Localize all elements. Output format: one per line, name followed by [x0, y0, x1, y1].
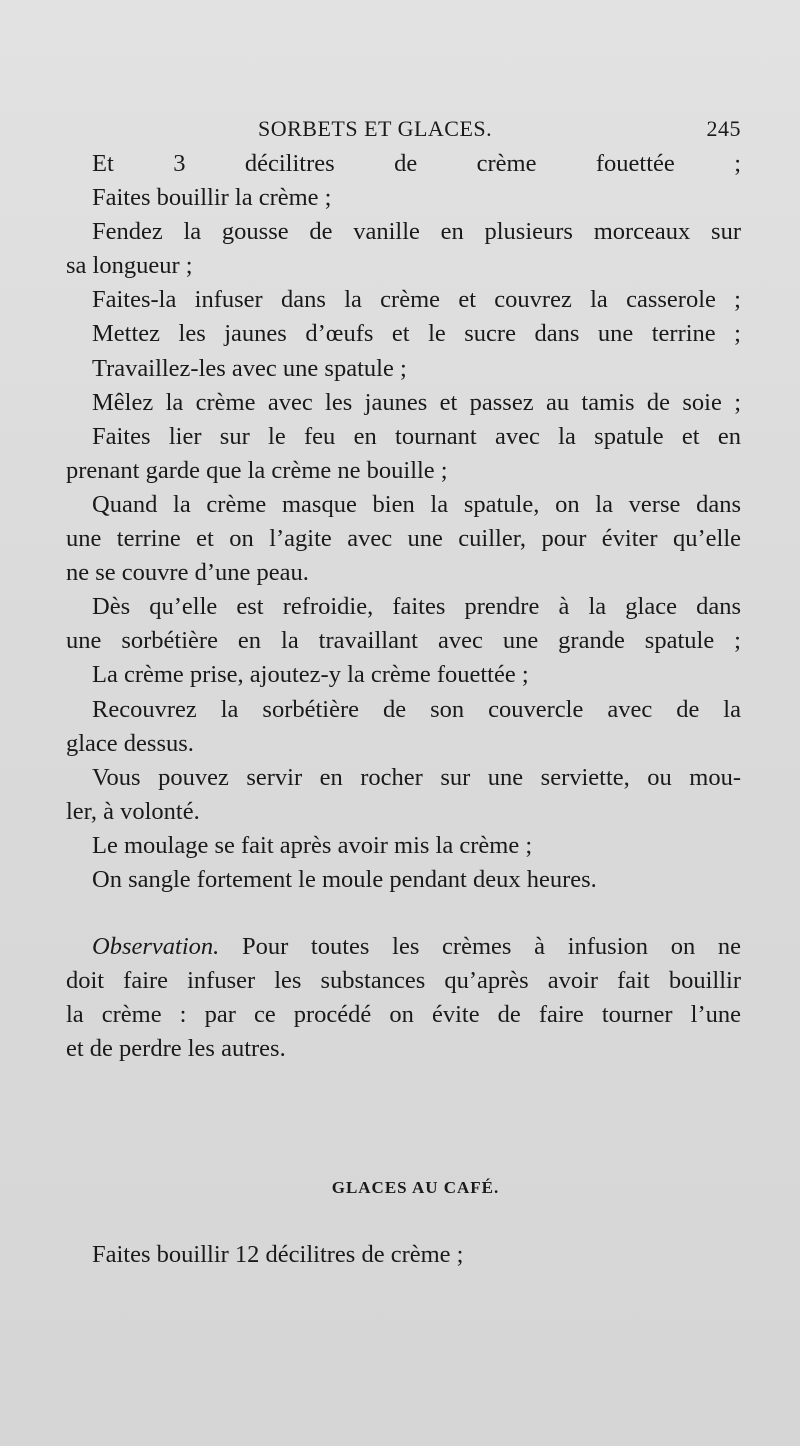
page-number: 245: [706, 116, 741, 141]
text-line: et de perdre les autres.: [66, 1035, 286, 1063]
text-line: ler, à volonté.: [66, 797, 200, 825]
text-line: Mêlez la crème avec les jaunes et passez au tamis de soie ;: [92, 388, 741, 416]
running-title: SORBETS ET GLACES.: [258, 116, 493, 141]
text-line: prenant garde que la crème ne bouille ;: [66, 456, 448, 484]
text-line: ne se couvre d’une peau.: [66, 559, 309, 587]
text-line: une terrine et on l’agite avec une cuiller, pour éviter qu’elle: [66, 525, 741, 553]
text-line: Dès qu’elle est refroidie, faites prendre à la glace dans: [92, 593, 741, 621]
text-line: une sorbétière en la travaillant avec une grande spatule ;: [66, 627, 741, 655]
text-line: doit faire infuser les substances qu’après avoir fait bouillir: [66, 967, 741, 995]
text-line: glace dessus.: [66, 729, 194, 757]
text-line: Faites-la infuser dans la crème et couvrez la casserole ;: [92, 286, 741, 314]
text-line: Quand la crème masque bien la spatule, on la verse dans: [92, 490, 741, 518]
final-line: Faites bouillir 12 décilitres de crème ;: [92, 1241, 464, 1268]
paragraph-gap: [66, 897, 741, 930]
page-header: [66, 116, 741, 146]
text-line: La crème prise, ajoutez-y la crème fouettée ;: [92, 661, 529, 689]
text-line: Mettez les jaunes d’œufs et le sucre dans une terrine ;: [92, 320, 741, 348]
section-title: GLACES AU CAFÉ.: [331, 1178, 500, 1197]
observation-label: Observation.: [92, 933, 220, 961]
text-line: sa longueur ;: [66, 252, 193, 280]
text-line: Travaillez-les avec une spatule ;: [92, 354, 407, 382]
text-line: On sangle fortement le moule pendant deux heures.: [92, 865, 597, 893]
text-line: la crème : par ce procédé on évite de faire tourner l’une: [66, 1001, 741, 1029]
text-line: Vous pouvez servir en rocher sur une serviette, ou mou-: [92, 763, 741, 791]
text-line: Fendez la gousse de vanille en plusieurs morceaux sur: [92, 218, 741, 246]
page-body: [66, 147, 741, 1066]
text-line: Et 3 décilitres de crème fouettée ;: [92, 150, 741, 177]
observation-text: Pour toutes les crèmes à infusion on ne: [241, 933, 742, 961]
text-line: Le moulage se fait après avoir mis la crème ;: [92, 831, 533, 859]
text-line: Faites bouillir la crème ;: [92, 184, 332, 212]
text-line: Recouvrez la sorbétière de son couvercle avec de la: [92, 695, 741, 723]
text-line: Faites lier sur le feu en tournant avec la spatule et en: [92, 422, 741, 450]
observation-first-line: [66, 930, 741, 964]
